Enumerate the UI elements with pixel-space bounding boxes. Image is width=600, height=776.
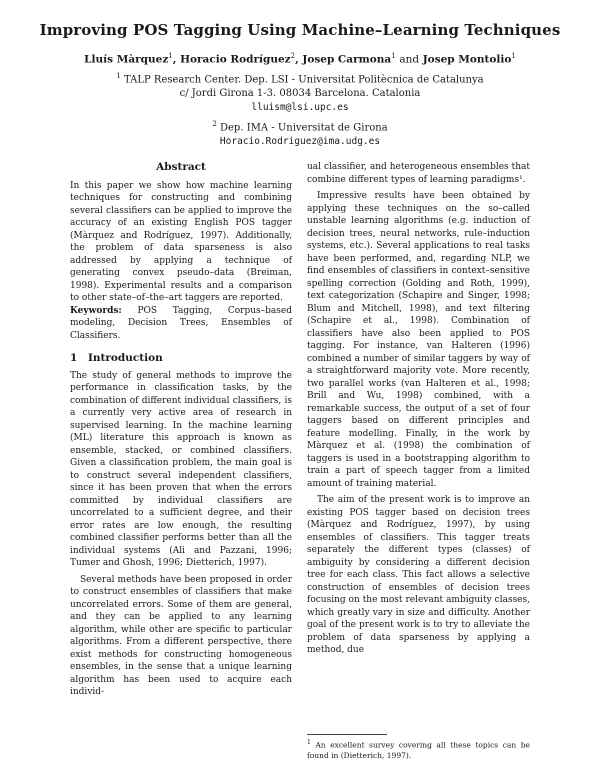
affiliation-2 — [0, 117, 600, 149]
abstract-heading: Abstract — [156, 161, 206, 173]
author-name: Josep Montolio — [422, 53, 512, 66]
section-title: Introduction — [88, 352, 163, 364]
affil-email: lluism@lsi.upc.es — [251, 102, 349, 114]
author-affil-mark: 1 — [511, 52, 516, 60]
affil-line: TALP Research Center. Dep. LSI - Universitat Politècnica de Catalunya — [124, 74, 484, 86]
author-name: Horacio Rodríguez — [180, 53, 291, 66]
section-number: 1 — [70, 352, 78, 364]
author-list: Lluís Màrquez$^1$, Horacio Rodríguez$^2$, Josep Carmona$^1$ and Josep Montolio$^1$ — [84, 52, 516, 66]
author-affil-mark: 1 — [391, 52, 396, 60]
affil-email: Horacio.Rodriguez@ima.udg.es — [219, 136, 381, 148]
body-paragraph: Impressive results have been obtained by applying these techniques on the so–called unstable learning algorithms (e.g. induction of decision trees, neural networks, rule–induction systems, etc.). Several applications to real tasks have been performed, and, regarding NLP, we find ensembles of classifiers in context–sensitive spelling correction (Golding and Roth, 1999), text categorization (Schapire and Singer, 1998; Blum and Mitchell, 1998), and text filtering (Schapire et al., 1998). Combination of classifiers have also been applied to POS tagging. For instance, van Halteren (1996) combined a number of similar taggers by way of a straightforward majority vote. More recently, two parallel works (van Halteren et al., 1998; Brill and Wu, 1998) combined, with a remarkable success, the output of a set of four taggers based on different principles and feature modelling. Finally, in the work by Màrquez et al. (1998) the combination of taggers is used in a bootstrapping algorithm to train a part of speech tagger from a limited amount of training material. — [307, 191, 530, 489]
affiliation-1 — [0, 69, 600, 115]
affil-mark: 1 — [116, 72, 121, 80]
body-paragraph: ual classifier, and heterogeneous ensembles that combine different types of learning paradigms¹. — [307, 162, 530, 185]
body-paragraph: Several methods have been proposed in order to construct ensembles of classifiers that make uncorrelated errors. Some of them are general, and they can be applied to any learning algorithm, while other are specific to particular algorithms. From a different perspective, there exist methods for constructing homogeneous ensembles, in the sense that a unique learning algorithm has been used to acquire each individ- — [70, 574, 292, 697]
footnote-text: An excellent survey covering all these topics can be found in (Dietterich, 1997). — [307, 740, 531, 760]
keywords-label: Keywords: — [70, 305, 122, 316]
left-column — [70, 161, 292, 699]
affil-mark: 2 — [212, 120, 217, 128]
footnote-divider — [307, 734, 387, 735]
authors-and: and — [399, 53, 420, 66]
footnote-mark: 1 — [307, 739, 311, 746]
right-column — [307, 161, 530, 657]
affil-line: Dep. IMA - Universitat de Girona — [220, 122, 388, 134]
author-affil-mark: 2 — [290, 52, 296, 60]
author-name: Josep Carmona — [302, 53, 392, 66]
paper-title: Improving POS Tagging Using Machine–Learning Techniques — [39, 21, 561, 39]
keywords — [70, 305, 292, 343]
body-paragraph: The aim of the present work is to improve an existing POS tagger based on decision trees (Màrquez and Rodríguez, 1997), by using ensembles of classifiers. This tagger treats separately the different types (classes) of ambiguity by considering a different decision tree for each class. This fact allows a selective construction of ensembles of decision trees focusing on the most relevant ambiguity classes, which greatly vary in size and difficulty. Another goal of the present work is to try to alleviate the problem of data sparseness by applying a method, due — [307, 495, 530, 655]
author-affil-mark: 1 — [168, 52, 173, 60]
author-name: Lluís Màrquez — [84, 53, 169, 66]
abstract-text: In this paper we show how machine learning techniques for constructing and combining several classifiers can be applied to improve the accuracy of an existing English POS tagger (Màrquez and Rodríguez, 1997). Additionally, the problem of data sparseness is also addressed by applying a technique of generating convex pseudo–data (Breiman, 1998). Experimental results and a comparison to other state–of–the–art taggers are reported. — [70, 180, 292, 303]
keywords-text: POS Tagging, Corpus–based modeling, Decision Trees, Ensembles of Classifiers. — [70, 305, 292, 341]
affil-line: c/ Jordi Girona 1-3. 08034 Barcelona. Catalonia — [179, 88, 421, 100]
section-heading — [70, 352, 292, 365]
footnote — [307, 738, 530, 761]
body-paragraph: The study of general methods to improve the performance in classification tasks, by the combination of different individual classifiers, is a currently very active area of research in supervised learning. In the machine learning (ML) literature this approach is known as ensemble, stacked, or combined classifiers. Given a classification problem, the main goal is to construct several independent classifiers, since it has been proven that when the errors committed by individual classifiers are uncorrelated to a sufficient degree, and their error rates are low enough, the resulting combined classifier performs better than all the individual systems (Ali and Pazzani, 1996; Tumer and Ghosh, 1996; Dietterich, 1997). — [70, 370, 292, 568]
